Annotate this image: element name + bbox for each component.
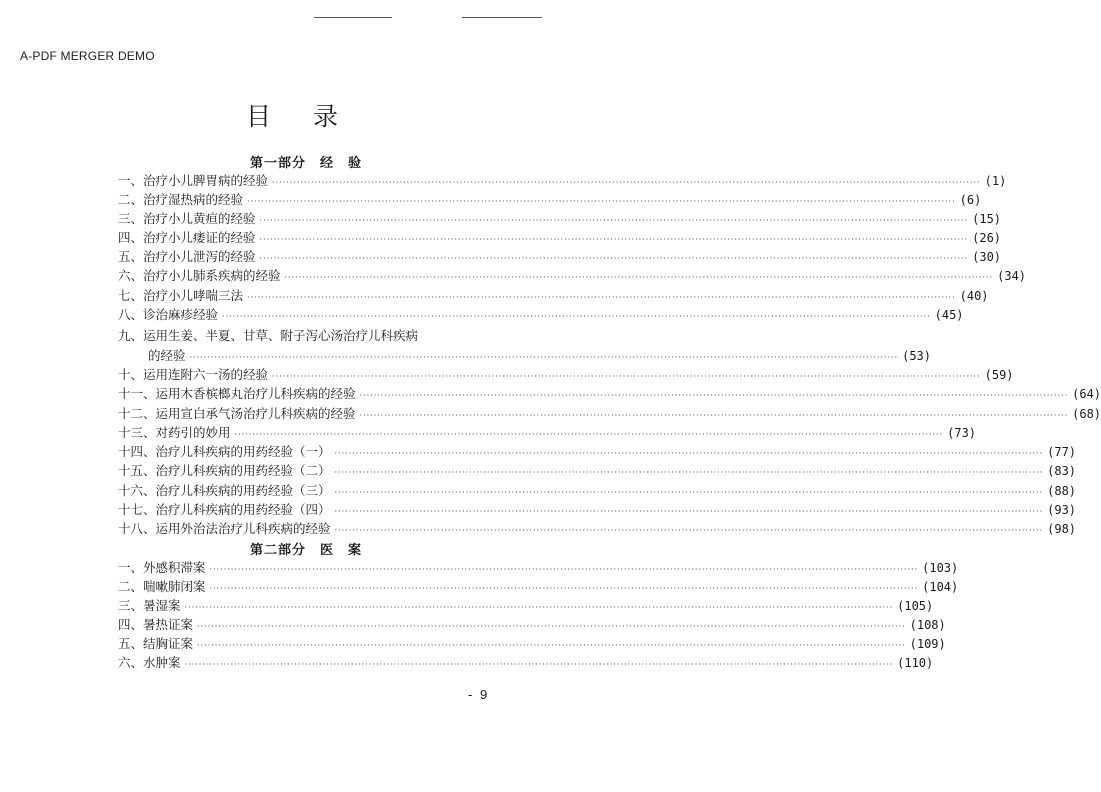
toc-entry-title: 运用外治法治疗儿科疾病的经验 (155, 521, 331, 536)
toc-entry[interactable] (118, 520, 1077, 538)
toc-entry-number: 七、 (118, 288, 144, 303)
toc-entry-page: (93) (1047, 503, 1077, 517)
toc-dot-leader: ········································································································································································································ (259, 235, 969, 244)
toc-entry-number: 二、 (118, 192, 144, 207)
toc-entry-page: (83) (1047, 464, 1077, 478)
watermark-text: A-PDF MERGER DEMO (20, 49, 155, 63)
page-number: - 9 (468, 687, 490, 702)
toc-entry-title: 外感积滞案 (143, 560, 206, 575)
toc-entry-number: 六、 (118, 268, 144, 283)
toc-dot-leader: ········································································································································································································ (334, 449, 1044, 458)
toc-entry-number: 十四、 (118, 444, 156, 459)
toc-entry-title: 暑热证案 (143, 617, 194, 632)
toc-entry-page: (105) (897, 599, 934, 613)
toc-entry-page: (15) (972, 212, 1002, 226)
toc-dot-leader: ········································································································································································································ (259, 216, 969, 225)
toc-entry-title: 治疗儿科疾病的用药经验（四） (155, 502, 331, 517)
toc-entry[interactable] (118, 267, 1027, 285)
toc-entry-title: 水肿案 (143, 655, 181, 670)
toc-entry-number: 十五、 (118, 463, 156, 478)
toc-entry[interactable] (118, 443, 1077, 461)
toc-dot-leader: ········································································································································································································ (209, 565, 919, 574)
toc-entry[interactable] (118, 578, 959, 596)
toc-entry-title: 治疗小儿痿证的经验 (143, 230, 256, 245)
toc-dot-leader: ········································································································································································································ (272, 178, 981, 187)
toc-dot-leader: ········································································································································································································ (184, 660, 894, 669)
toc-entry-page: (98) (1047, 522, 1077, 536)
toc-entry-page: (103) (922, 561, 959, 575)
toc-entry-title: 运用木香槟榔丸治疗儿科疾病的经验 (155, 386, 356, 401)
toc-entry-page: (1) (984, 174, 1007, 188)
toc-entry[interactable] (118, 385, 1101, 403)
toc-dot-leader: ········································································································································································································ (334, 526, 1044, 535)
toc-entry-page: (59) (984, 368, 1014, 382)
toc-entry[interactable] (118, 559, 959, 577)
header-rule-left (314, 17, 392, 18)
toc-dot-leader: ········································································································································································································ (222, 312, 931, 321)
toc-entry-title: 治疗儿科疾病的用药经验（二） (155, 463, 331, 478)
toc-entry[interactable] (118, 327, 518, 345)
toc-entry-page: (68) (1072, 407, 1101, 421)
toc-entry-title: 运用宣白承气汤治疗儿科疾病的经验 (155, 406, 356, 421)
toc-dot-leader: ········································································································································································································ (359, 411, 1069, 420)
toc-dot-leader: ········································································································································································································ (334, 507, 1044, 516)
toc-entry[interactable] (118, 229, 1002, 247)
toc-dot-leader: ········································································································································································································ (197, 622, 906, 631)
toc-entry-number: 五、 (118, 636, 144, 651)
toc-entry[interactable] (118, 597, 934, 615)
toc-dot-leader: ········································································································································································································ (284, 273, 994, 282)
toc-entry[interactable] (118, 287, 989, 305)
toc-entry[interactable] (118, 172, 1007, 190)
toc-entry[interactable] (118, 654, 934, 672)
toc-entry-page: (53) (902, 349, 932, 363)
toc-entry-number: 十二、 (118, 406, 156, 421)
toc-dot-leader: ········································································································································································································ (234, 430, 944, 439)
toc-entry-page: (34) (997, 269, 1027, 283)
toc-entry-title: 结胸证案 (143, 636, 194, 651)
toc-entry-number: 十八、 (118, 521, 156, 536)
toc-entry-number: 六、 (118, 655, 144, 670)
toc-entry-title: 治疗儿科疾病的用药经验（一） (155, 444, 331, 459)
toc-entry-number: 四、 (118, 617, 144, 632)
toc-entry-page: (73) (947, 426, 977, 440)
toc-entry-number: 一、 (118, 560, 144, 575)
toc-dot-leader: ········································································································································································································ (197, 641, 906, 650)
toc-entry[interactable] (118, 635, 946, 653)
toc-entry-number: 一、 (118, 173, 144, 188)
toc-entry-number: 三、 (118, 211, 144, 226)
part2-heading: 第二部分 医 案 (249, 543, 362, 558)
toc-entry-number: 二、 (118, 579, 144, 594)
toc-dot-leader: ········································································································································································································ (334, 468, 1044, 477)
part1-heading: 第一部分 经 验 (249, 156, 362, 171)
toc-entry[interactable] (118, 248, 1002, 266)
toc-entry-number: 十三、 (118, 425, 156, 440)
toc-entry-number: 四、 (118, 230, 144, 245)
toc-entry-page: (64) (1072, 387, 1101, 401)
toc-entry-title: 喘嗽肺闭案 (143, 579, 206, 594)
toc-entry-page: (77) (1047, 445, 1077, 459)
toc-entry-number: 八、 (118, 307, 144, 322)
toc-entry-title: 运用生姜、半夏、甘草、附子泻心汤治疗儿科疾病 (143, 328, 419, 343)
toc-dot-leader: ········································································································································································································ (209, 584, 919, 593)
toc-entry[interactable] (118, 306, 964, 324)
toc-entry[interactable] (148, 347, 932, 365)
toc-entry-page: (108) (909, 618, 946, 632)
toc-entry-number: 九、 (118, 328, 144, 343)
toc-entry-page: (40) (959, 289, 989, 303)
header-rule-right (462, 17, 542, 18)
toc-entry-number: 三、 (118, 598, 144, 613)
toc-entry-title: 运用连附六一汤的经验 (143, 367, 269, 382)
toc-entry-number: 十六、 (118, 483, 156, 498)
toc-entry-number: 十一、 (118, 386, 156, 401)
toc-entry-title: 治疗小儿肺系疾病的经验 (143, 268, 281, 283)
toc-entry-title: 治疗小儿黄疸的经验 (143, 211, 256, 226)
toc-entry[interactable] (118, 366, 1014, 384)
toc-entry-page: (30) (972, 250, 1002, 264)
toc-entry-title: 暑湿案 (143, 598, 181, 613)
toc-entry[interactable] (118, 462, 1077, 480)
toc-entry-title: 治疗湿热病的经验 (143, 192, 244, 207)
toc-entry-title: 的经验 (148, 348, 186, 363)
toc-entry-title: 对药引的妙用 (155, 425, 231, 440)
page-title: 目录 (245, 102, 380, 131)
toc-entry-title: 治疗儿科疾病的用药经验（三） (155, 483, 331, 498)
toc-entry-title: 治疗小儿脾胃病的经验 (143, 173, 269, 188)
toc-entry-page: (45) (934, 308, 964, 322)
toc-entry-title: 治疗小儿哮喘三法 (143, 288, 244, 303)
toc-entry-page: (6) (959, 193, 982, 207)
toc-entry[interactable] (118, 210, 1002, 228)
toc-entry[interactable] (118, 501, 1077, 519)
toc-entry[interactable] (118, 424, 977, 442)
toc-entry-number: 五、 (118, 249, 144, 264)
toc-entry-page: (88) (1047, 484, 1077, 498)
toc-entry-page: (110) (897, 656, 934, 670)
toc-entry-title: 治疗小儿泄泻的经验 (143, 249, 256, 264)
toc-dot-leader: ········································································································································································································ (247, 197, 956, 206)
toc-dot-leader: ········································································································································································································ (184, 603, 894, 612)
toc-dot-leader: ········································································································································································································ (272, 372, 981, 381)
toc-entry[interactable] (118, 482, 1077, 500)
toc-dot-leader: ········································································································································································································ (259, 254, 969, 263)
toc-entry-page: (104) (922, 580, 959, 594)
toc-entry-page: (26) (972, 231, 1002, 245)
toc-dot-leader: ········································································································································································································ (334, 488, 1044, 497)
toc-dot-leader: ········································································································································································································ (247, 293, 956, 302)
toc-entry-number: 十七、 (118, 502, 156, 517)
toc-entry-page: (109) (909, 637, 946, 651)
toc-entry[interactable] (118, 191, 982, 209)
toc-entry[interactable] (118, 405, 1101, 423)
toc-entry[interactable] (118, 616, 946, 634)
toc-entry-number: 十、 (118, 367, 144, 382)
toc-dot-leader: ········································································································································································································ (189, 353, 899, 362)
toc-dot-leader: ········································································································································································································ (359, 391, 1069, 400)
toc-entry-title: 诊治麻疹经验 (143, 307, 219, 322)
